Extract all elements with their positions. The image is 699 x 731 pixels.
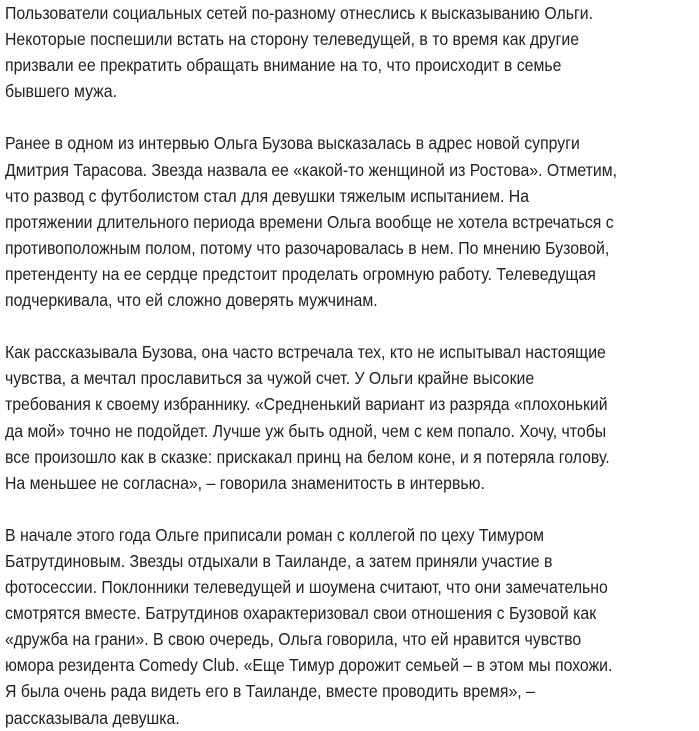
paragraph-spacer: [5, 104, 693, 130]
text-line: Я была очень рада видеть его в Таиланде, вместе проводить время», –: [5, 681, 535, 702]
text-line: Некоторые поспешили встать на сторону телеведущей, в то время как другие: [5, 29, 580, 50]
text-line: чувства, а мечтал прославиться за чужой счет. У Ольги крайне высокие: [5, 368, 535, 389]
text-line: все произошло как в сказке: прискакал принц на белом коне, и я потеряла голову.: [5, 446, 610, 467]
text-line: подчеркивала, что ей сложно доверять мужчинам.: [5, 290, 378, 311]
article-body: [5, 0, 693, 731]
text-line: На меньшее не согласна», – говорила знаменитость в интервью.: [5, 472, 485, 493]
text-line: призвали ее прекратить обращать внимание на то, что происходит в семье: [5, 55, 562, 76]
text-line: требования к своему избраннику. «Средненький вариант из разряда «плохонький: [5, 394, 608, 415]
text-line: претенденту на ее сердце предстоит проделать огромную работу. Телеведущая: [5, 263, 596, 284]
text-line: Батрутдиновым. Звезды отдыхали в Таиланде, а затем приняли участие в: [5, 550, 553, 571]
text-line: бывшего мужа.: [5, 81, 117, 102]
paragraph-2: [5, 130, 693, 313]
paragraph-4: [5, 522, 693, 731]
text-line: смотрятся вместе. Батрутдинов охарактеризовал свои отношения с Бузовой как: [5, 603, 597, 624]
text-line: Дмитрия Тарасова. Звезда назвала ее «какой-то женщиной из Ростова». Отметим,: [5, 159, 618, 180]
text-line: противоположным полом, потому что разочаровалась в нем. По мнению Бузовой,: [5, 237, 610, 258]
text-line: юмора резидента Comedy Club. «Еще Тимур дорожит семьей – в этом мы похожи.: [5, 655, 613, 676]
text-line: да мой» точно не подойдет. Лучше уж быть одной, чем с кем попало. Хочу, чтобы: [5, 420, 607, 441]
text-line: протяжении длительного периода времени Ольга вообще не хотела встречаться с: [5, 211, 614, 232]
paragraph-3: [5, 339, 693, 496]
text-line: Ранее в одном из интервью Ольга Бузова высказалась в адрес новой супруги: [5, 133, 580, 154]
text-line: «дружба на грани». В свою очередь, Ольга говорила, что ей нравится чувство: [5, 629, 582, 650]
paragraph-1: [5, 0, 693, 104]
text-line: рассказывала девушка.: [5, 707, 180, 728]
paragraph-spacer: [5, 496, 693, 522]
text-line: что развод с футболистом стал для девушки тяжелым испытанием. На: [5, 185, 530, 206]
text-line: Пользователи социальных сетей по-разному отнеслись к высказыванию Ольги.: [5, 3, 593, 23]
text-line: фотосессии. Поклонники телеведущей и шоумена считают, что они замечательно: [5, 577, 608, 598]
text-line: Как рассказывала Бузова, она часто встречала тех, кто не испытывал настоящие: [5, 342, 606, 363]
text-line: В начале этого года Ольге приписали роман с коллегой по цеху Тимуром: [5, 524, 545, 545]
paragraph-spacer: [5, 313, 693, 339]
